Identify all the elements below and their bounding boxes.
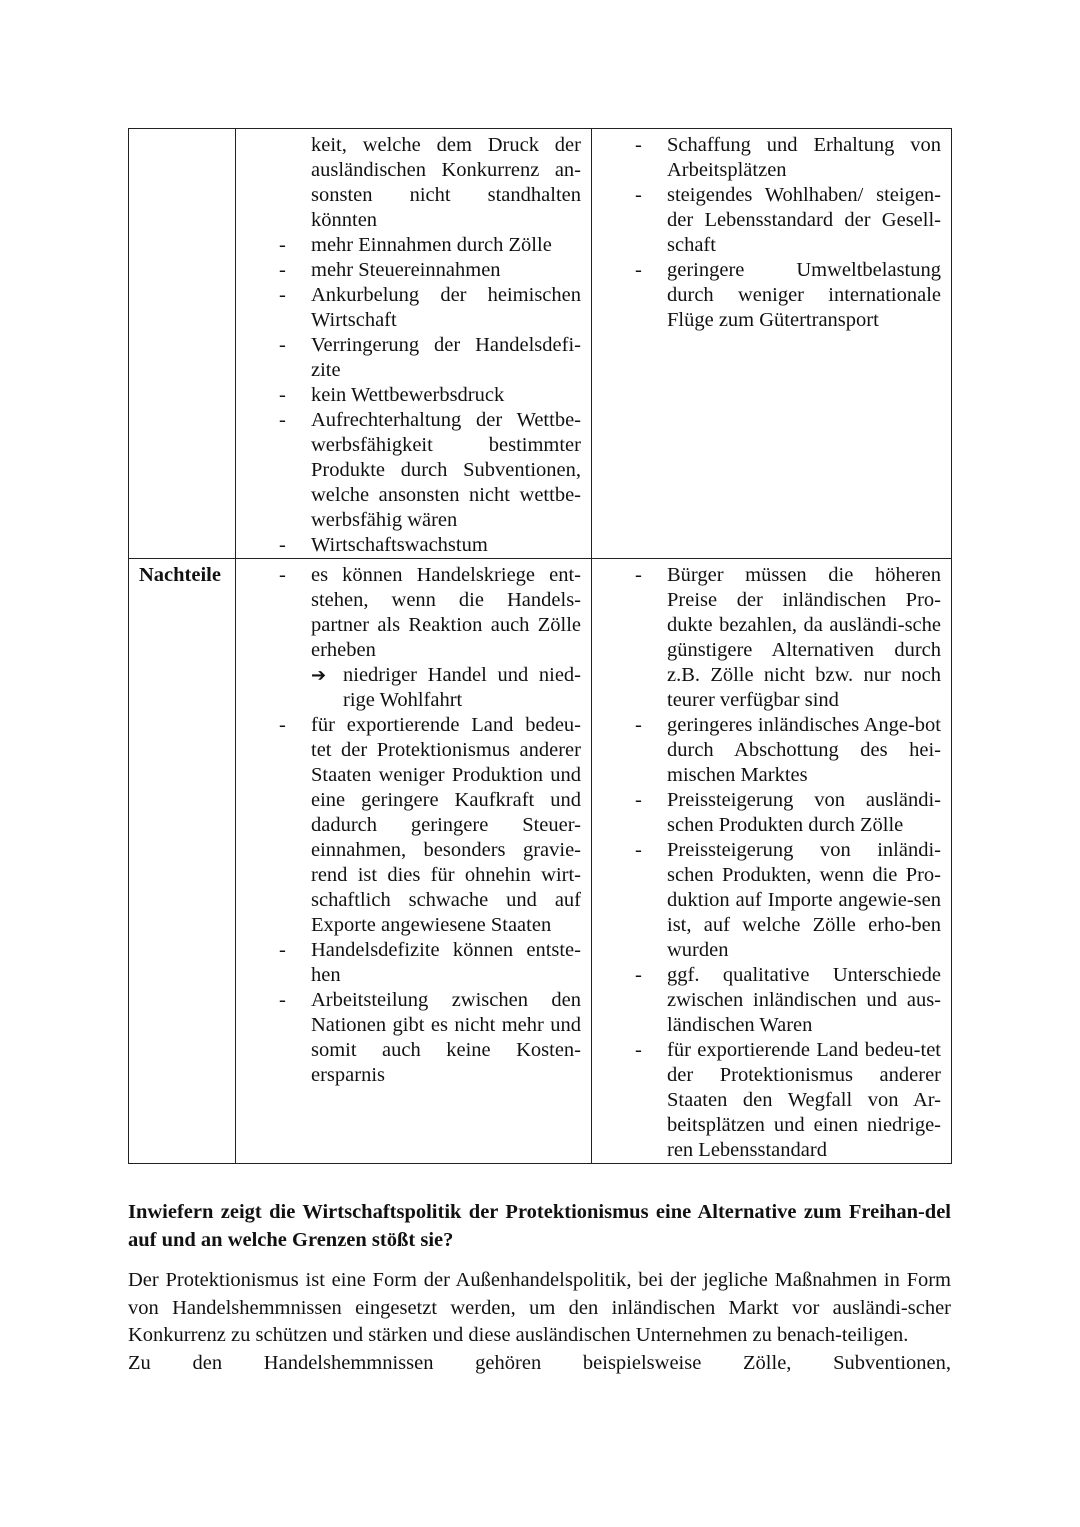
list-item: - Arbeitsteilung zwischen den Nationen gibt es nicht mehr und somit auch keine Kosten-ersparnis [246, 988, 581, 1088]
word: Subventionen, [833, 1351, 951, 1374]
list-item: - geringere Umweltbelastung durch weniger internationale Flüge zum Gütertransport [602, 258, 941, 333]
list-item: - kein Wettbewerbsdruck [246, 383, 581, 408]
word: gehören [475, 1351, 542, 1374]
word: Handelshemmnissen [263, 1351, 434, 1374]
list-cell [236, 129, 592, 559]
table-row-nachteile [129, 559, 952, 1164]
list-item: - Preissteigerung von inländi-schen Produkten, wenn die Pro-duktion auf Importe angewie-sen ist, auf welche Zölle erho-ben wurden [602, 838, 941, 963]
paragraph-text: Der Protektionismus ist eine Form der Außenhandelspolitik, bei der jegliche Maßnahmen in Form von Handelshemmnissen eingesetzt werden, um den inländischen Markt vor ausländi-scher Konkurrenz zu schützen und stärken und diese ausländischen Unternehmen zu benach-teiligen. [128, 1269, 951, 1346]
list-item: - Ankurbelung der heimischen Wirtschaft [246, 283, 581, 333]
list-item: - mehr Steuereinnahmen [246, 258, 581, 283]
row-label-cell [129, 129, 236, 559]
list-item-text: es können Handelskriege ent-stehen, wenn die Handels-partner als Reaktion auch Zölle erheben [311, 564, 581, 661]
pros-cons-table [128, 128, 952, 1164]
bullet-list [602, 563, 941, 1163]
list-item: - für exportierende Land bedeu-tet der Protektionismus anderer Staaten weniger Produktion und eine geringere Kaufkraft und dadurch geringere Steuer-einnahmen, besonders gravie-rend ist dies für ohnehin wirt-schaftlich schwache und auf Exporte angewiesene Staaten [246, 713, 581, 938]
bullet-list [246, 563, 581, 1088]
arrow-note [311, 663, 581, 713]
word: Zu [128, 1351, 151, 1374]
bullet-list [246, 133, 581, 558]
list-item: keit, welche dem Druck der ausländischen Konkurrenz an-sonsten nicht standhalten könnten [311, 134, 581, 231]
bullet-list [602, 133, 941, 333]
arrow-note-text: niedriger Handel und nied-rige Wohlfahrt [343, 664, 581, 711]
list-cell [592, 129, 952, 559]
list-item: - Wirtschaftswachstum [246, 533, 581, 558]
list-cell [236, 559, 592, 1164]
paragraph-last-line [128, 1350, 951, 1378]
list-item: - Aufrechterhaltung der Wettbe-werbsfähigkeit bestimmter Produkte durch Subventionen, welche ansonsten nicht wettbe-werbsfähig wären [246, 408, 581, 533]
list-item: - Handelsdefizite können entste-hen [246, 938, 581, 988]
word: den [192, 1351, 223, 1374]
list-item: - für exportierende Land bedeu-tet der Protektionismus anderer Staaten den Wegfall von Ar-beitsplätzen und einen niedrige-ren Lebensstandard [602, 1038, 941, 1163]
table-row-vorteile [129, 129, 952, 559]
list-item: - mehr Einnahmen durch Zölle [246, 233, 581, 258]
list-item: - Preissteigerung von ausländi-schen Produkten durch Zölle [602, 788, 941, 838]
word: beispielsweise [582, 1351, 702, 1374]
list-cell [592, 559, 952, 1164]
body-paragraph [128, 1267, 951, 1377]
word: Zölle, [743, 1351, 792, 1374]
list-item: - ggf. qualitative Unterschiede zwischen inländischen und aus-ländischen Waren [602, 963, 941, 1038]
list-item: - geringeres inländisches Ange-bot durch Abschottung des hei-mischen Marktes [602, 713, 941, 788]
arrow-right-icon: ➔ [311, 665, 327, 686]
list-item: - steigendes Wohlhaben/ steigen-der Lebensstandard der Gesell-schaft [602, 183, 941, 258]
row-label [139, 134, 149, 156]
section-heading: Inwiefern zeigt die Wirtschaftspolitik der Protektionismus eine Alternative zum Freihan-del auf und an welche Grenzen stößt sie? [128, 1201, 951, 1251]
list-item: - Schaffung und Erhaltung von Arbeitsplätzen [602, 133, 941, 183]
list-item: - Verringerung der Handelsdefi-zite [246, 333, 581, 383]
row-label: Nachteile [129, 559, 236, 1164]
list-item [246, 563, 581, 713]
list-item: - Bürger müssen die höheren Preise der inländischen Pro-dukte bezahlen, da ausländi-sche günstigere Alternativen durch z.B. Zölle nicht bzw. nur noch teurer verfügbar sind [602, 563, 941, 713]
